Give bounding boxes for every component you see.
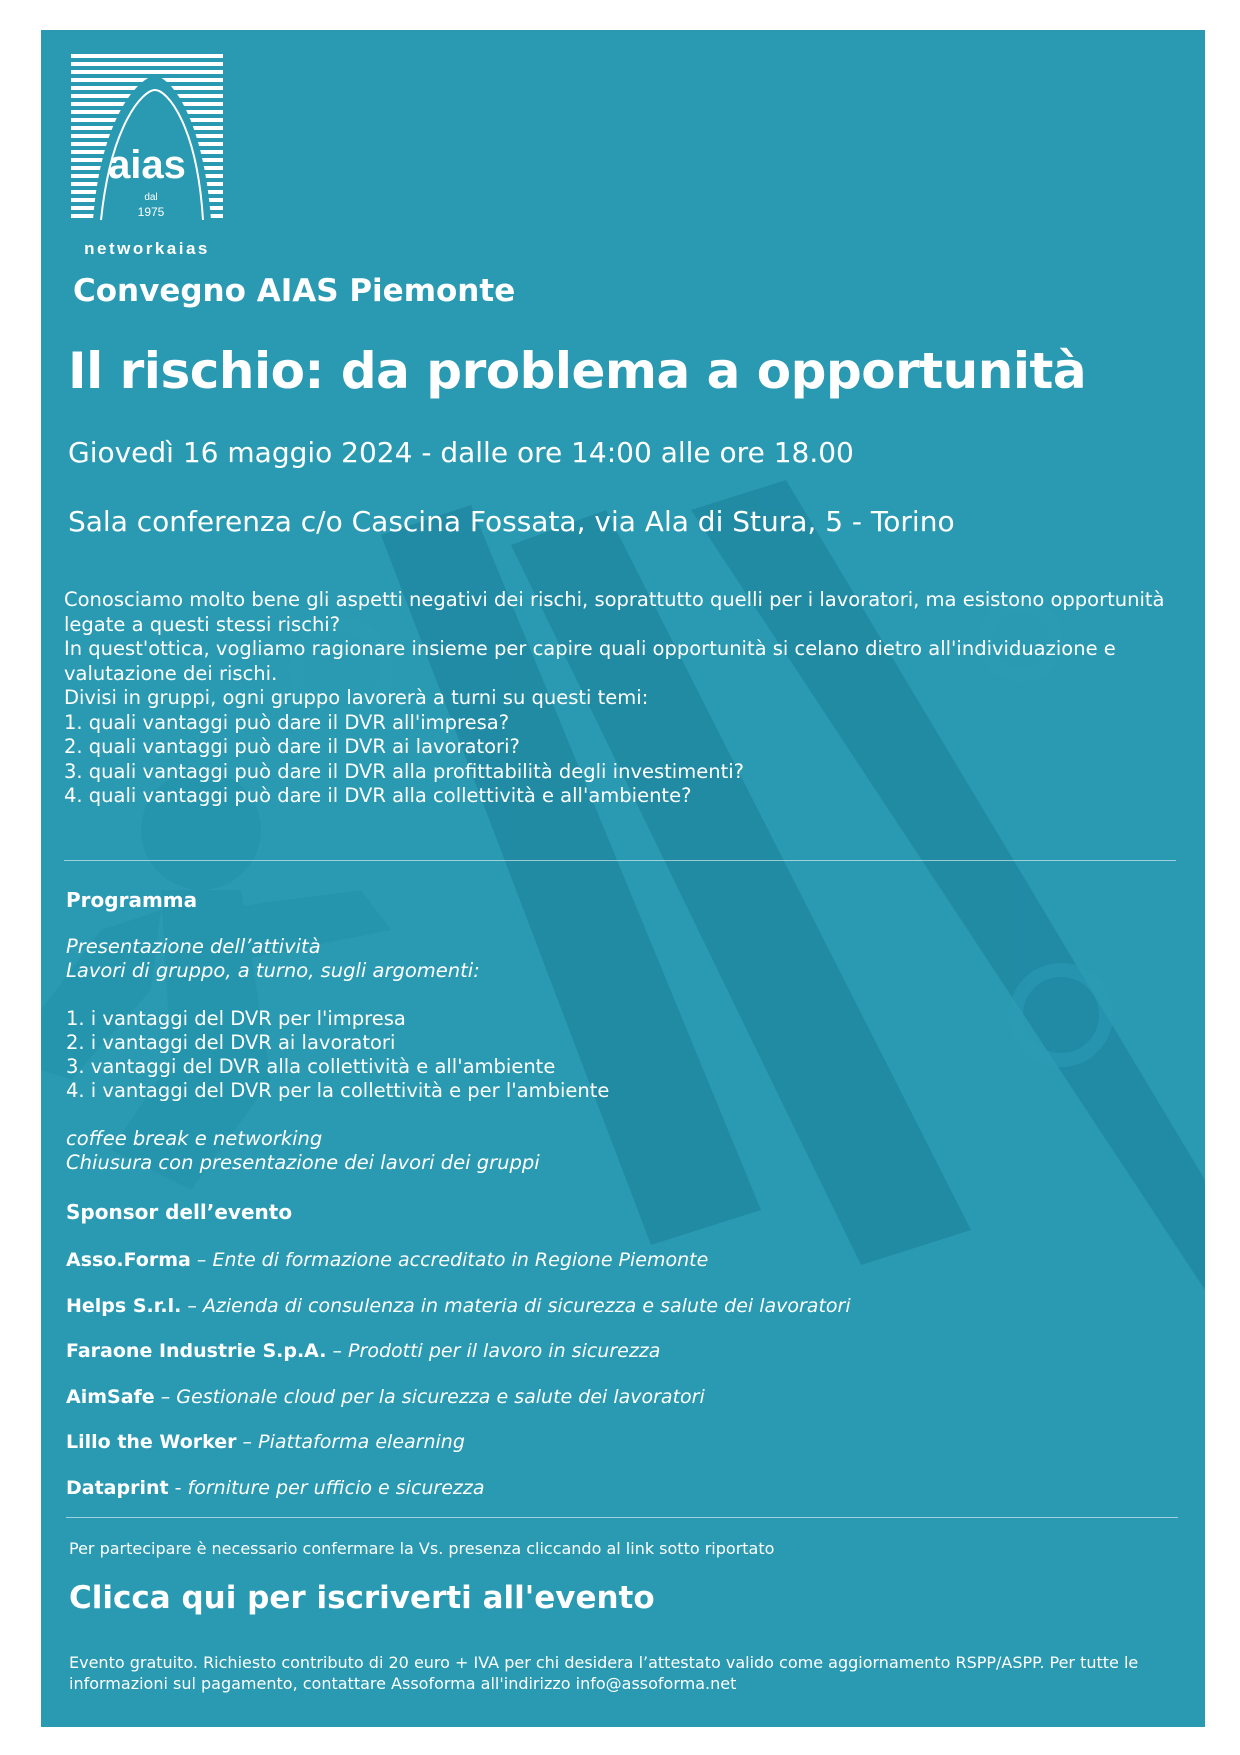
event-title: Il rischio: da problema a opportunità bbox=[68, 342, 1087, 400]
intro-text-line: In quest'ottica, vogliamo ragionare insieme per capire quali opportunità si celano dietro all'individuazione e bbox=[64, 637, 1116, 660]
sponsor-item bbox=[66, 1431, 465, 1453]
divider bbox=[66, 1517, 1178, 1518]
sponsor-description: Prodotti per il lavoro in sicurezza bbox=[348, 1340, 661, 1362]
event-poster bbox=[41, 30, 1205, 1727]
event-date: Giovedì 16 maggio 2024 - dalle ore 14:00 alle ore 18.00 bbox=[68, 436, 854, 469]
program-section bbox=[66, 935, 1066, 1175]
sponsor-item bbox=[66, 1477, 485, 1499]
event-subtitle: Convegno AIAS Piemonte bbox=[73, 273, 516, 309]
sponsor-separator: – bbox=[326, 1340, 349, 1362]
sponsor-name: Asso.Forma bbox=[66, 1249, 191, 1271]
logo-since-label: dal bbox=[144, 192, 158, 203]
sponsor-separator: – bbox=[181, 1295, 203, 1317]
sponsor-name: Dataprint bbox=[66, 1477, 169, 1499]
sponsor-item bbox=[66, 1386, 705, 1408]
logo-since-year: 1975 bbox=[137, 205, 165, 219]
event-venue: Sala conferenza c/o Cascina Fossata, via Ala di Stura, 5 - Torino bbox=[68, 505, 955, 538]
program-topic: 3. vantaggi del DVR alla collettività e all'ambiente bbox=[66, 1055, 556, 1078]
program-heading: Programma bbox=[66, 888, 198, 912]
sponsor-separator: – bbox=[236, 1431, 259, 1453]
registration-note: Per partecipare è necessario confermare la Vs. presenza cliccando al link sotto riportato bbox=[69, 1539, 775, 1558]
sponsor-description: Gestionale cloud per la sicurezza e salute dei lavoratori bbox=[176, 1386, 705, 1408]
sponsor-name: Lillo the Worker bbox=[66, 1431, 237, 1453]
sponsor-separator: – bbox=[154, 1386, 177, 1408]
intro-text-line: legate a questi stessi rischi? bbox=[64, 612, 341, 636]
sponsor-name: Faraone Industrie S.p.A. bbox=[66, 1340, 327, 1362]
program-item: coffee break e networking bbox=[66, 1127, 323, 1150]
theme-item: 4. quali vantaggi può dare il DVR alla collettività e all'ambiente? bbox=[64, 784, 692, 807]
sponsor-name: Helps S.r.l. bbox=[66, 1295, 182, 1317]
intro-text-line: Conosciamo molto bene gli aspetti negativi dei rischi, soprattutto quelli per i lavoratori, ma esistono opportunità bbox=[64, 588, 1165, 611]
theme-item: 2. quali vantaggi può dare il DVR ai lavoratori? bbox=[64, 735, 520, 758]
program-item: Presentazione dell’attività bbox=[66, 935, 321, 958]
sponsor-description: Piattaforma elearning bbox=[258, 1431, 465, 1453]
program-topic: 2. i vantaggi del DVR ai lavoratori bbox=[66, 1031, 396, 1054]
theme-item: 3. quali vantaggi può dare il DVR alla profittabilità degli investimenti? bbox=[64, 759, 744, 783]
aias-logo bbox=[71, 54, 231, 274]
sponsor-item bbox=[66, 1340, 660, 1362]
sponsor-separator: - bbox=[168, 1477, 188, 1499]
program-item: Lavori di gruppo, a turno, sugli argomenti: bbox=[66, 959, 480, 982]
footer-line: informazioni sul pagamento, contattare Assoforma all'indirizzo info@assoforma.net bbox=[69, 1674, 737, 1693]
footer-line: Evento gratuito. Richiesto contributo di 20 euro + IVA per chi desidera l’attestato valido come aggiornamento RSPP/ASPP. Per tutte le bbox=[69, 1653, 1139, 1672]
sponsor-item bbox=[66, 1249, 708, 1271]
footer-note bbox=[69, 1652, 1169, 1694]
logo-brand: aias bbox=[108, 143, 186, 187]
sponsor-name: AimSafe bbox=[66, 1386, 155, 1408]
sponsor-separator: – bbox=[190, 1249, 213, 1271]
intro-section bbox=[64, 588, 1179, 809]
sponsor-item bbox=[66, 1295, 851, 1317]
intro-text-line: valutazione dei rischi. bbox=[64, 661, 278, 685]
sponsor-description: Azienda di consulenza in materia di sicurezza e salute dei lavoratori bbox=[202, 1295, 851, 1317]
logo-network: networkaias bbox=[84, 239, 210, 258]
program-topic: 4. i vantaggi del DVR per la collettività e per l'ambiente bbox=[66, 1079, 610, 1102]
sponsors-heading: Sponsor dell’evento bbox=[66, 1200, 293, 1224]
sponsor-description: forniture per ufficio e sicurezza bbox=[187, 1477, 485, 1499]
program-item: Chiusura con presentazione dei lavori dei gruppi bbox=[66, 1151, 540, 1174]
theme-item: 1. quali vantaggi può dare il DVR all'impresa? bbox=[64, 710, 510, 734]
program-topic: 1. i vantaggi del DVR per l'impresa bbox=[66, 1007, 406, 1030]
register-link[interactable]: Clicca qui per iscriverti all'evento bbox=[69, 1580, 655, 1616]
intro-groups-line: Divisi in gruppi, ogni gruppo lavorerà a turni su questi temi: bbox=[64, 686, 649, 709]
sponsor-description: Ente di formazione accreditato in Regione Piemonte bbox=[212, 1249, 709, 1271]
divider bbox=[64, 860, 1176, 861]
